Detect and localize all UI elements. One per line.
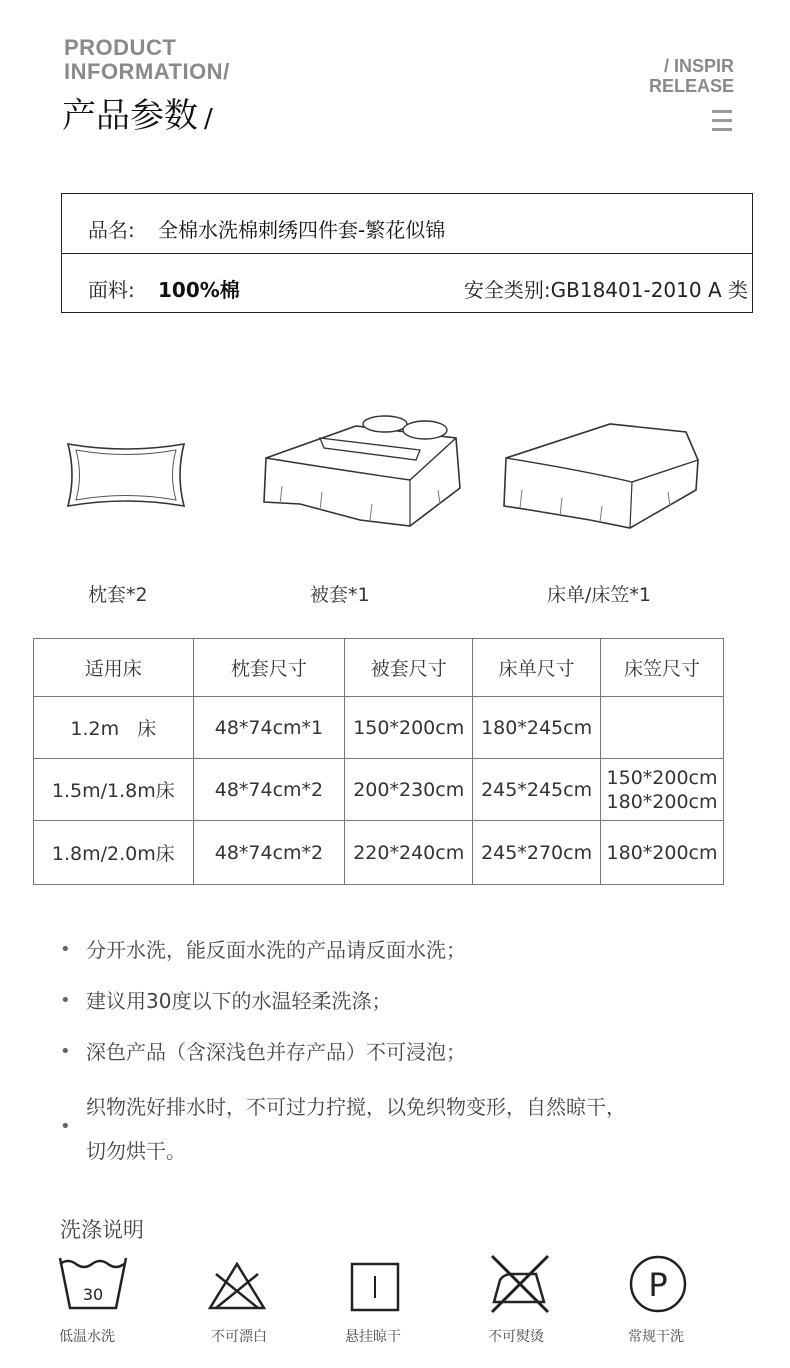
bed-size-cell: 1.5m/1.8m床 <box>34 759 194 821</box>
fabric-row <box>62 254 752 314</box>
dry-clean-label: 常规干洗 <box>628 1329 684 1345</box>
hang-dry-label: 悬挂晾干 <box>345 1329 401 1345</box>
brand-tag <box>649 56 734 96</box>
wash-temp-label: 30 <box>82 1285 104 1304</box>
list-item <box>58 1095 738 1163</box>
dry-clean-letter: P <box>648 1266 668 1304</box>
product-name-row <box>62 194 752 254</box>
sheet-size-cell: 180*245cm <box>473 697 601 759</box>
wash-instructions-title: 洗涤说明 <box>60 1218 144 1242</box>
brand-tag-line2: RELEASE <box>648 76 734 96</box>
hang-dry-icon <box>350 1262 400 1316</box>
table-row <box>34 697 724 759</box>
duvet-size-cell: 150*200cm <box>345 697 473 759</box>
no-iron-label: 不可熨烫 <box>488 1329 544 1345</box>
dry-clean-icon <box>628 1254 688 1318</box>
header-bed: 适用床 <box>34 639 194 697</box>
header-fitted-size: 床笠尺寸 <box>601 639 724 697</box>
no-iron-icon <box>488 1252 552 1320</box>
table-row <box>34 821 724 885</box>
fitted-size-line1: 180*200cm <box>606 841 718 864</box>
page-title-slash: / <box>204 104 213 134</box>
sheet-size-cell: 245*245cm <box>473 759 601 821</box>
low-temp-wash-icon <box>58 1254 128 1318</box>
bed-sheet-icon <box>500 418 704 532</box>
duvet-size-cell: 220*240cm <box>345 821 473 885</box>
header-duvet-size: 被套尺寸 <box>345 639 473 697</box>
duvet-cover-icon <box>260 408 466 532</box>
header-pillow-size: 枕套尺寸 <box>193 639 345 697</box>
pillow-size-cell: 48*74cm*2 <box>193 821 345 885</box>
page-title-text: 产品参数 <box>62 96 198 136</box>
low-temp-wash-label: 低温水洗 <box>59 1329 115 1345</box>
duvet-size-cell: 200*230cm <box>345 759 473 821</box>
fitted-size-line1: 150*200cm <box>606 766 718 789</box>
list-item: • 分开水洗，能反面水洗的产品请反面水洗； <box>58 938 738 962</box>
product-info-box <box>61 193 753 313</box>
fitted-size-cell <box>601 821 724 885</box>
fabric-value: 100%棉 <box>158 278 240 302</box>
product-name-label: 品名: <box>88 218 135 242</box>
duvet-cover-caption: 被套*1 <box>310 584 370 606</box>
safety-category: 安全类别:GB18401-2010 A 类 <box>463 278 748 302</box>
pillowcase-icon <box>64 440 188 510</box>
pillowcase-caption: 枕套*2 <box>88 584 148 606</box>
page-title <box>62 88 213 137</box>
pillow-size-cell: 48*74cm*2 <box>193 759 345 821</box>
fitted-size-cell <box>601 697 724 759</box>
no-bleach-icon <box>206 1260 268 1316</box>
bed-sheet-caption: 床单/床笠*1 <box>547 584 651 606</box>
product-name-value: 全棉水洗棉刺绣四件套-繁花似锦 <box>158 218 446 242</box>
bed-size-cell: 1.8m/2.0m床 <box>34 821 194 885</box>
no-bleach-label: 不可漂白 <box>211 1329 267 1345</box>
header-english-line2: INFORMATION/ <box>64 59 230 84</box>
header-english-line1: PRODUCT <box>64 35 177 60</box>
sheet-size-cell: 245*270cm <box>473 821 601 885</box>
table-row <box>34 759 724 821</box>
fitted-size-cell <box>601 759 724 821</box>
header-sheet-size: 床单尺寸 <box>473 639 601 697</box>
list-item: • 深色产品（含深浅色并存产品）不可浸泡； <box>58 1040 738 1064</box>
table-header-row <box>34 639 724 697</box>
list-item-line1: • 织物洗好排水时，不可过力拧搅，以免织物变形，自然晾干， <box>86 1095 626 1119</box>
fitted-size-line2: 180*200cm <box>606 790 718 813</box>
care-notes-list <box>58 938 738 1163</box>
list-item-line2: 切勿烘干。 <box>86 1139 186 1163</box>
fabric-label: 面料: <box>88 278 135 302</box>
pillow-size-cell: 48*74cm*1 <box>193 697 345 759</box>
menu-icon[interactable] <box>712 110 732 132</box>
bed-size-cell: 1.2m 床 <box>34 697 194 759</box>
size-table <box>33 638 724 885</box>
list-item: • 建议用30度以下的水温轻柔洗涤； <box>58 989 738 1013</box>
header-english-title <box>64 36 230 84</box>
brand-tag-line1: / INSPIR <box>663 56 734 76</box>
